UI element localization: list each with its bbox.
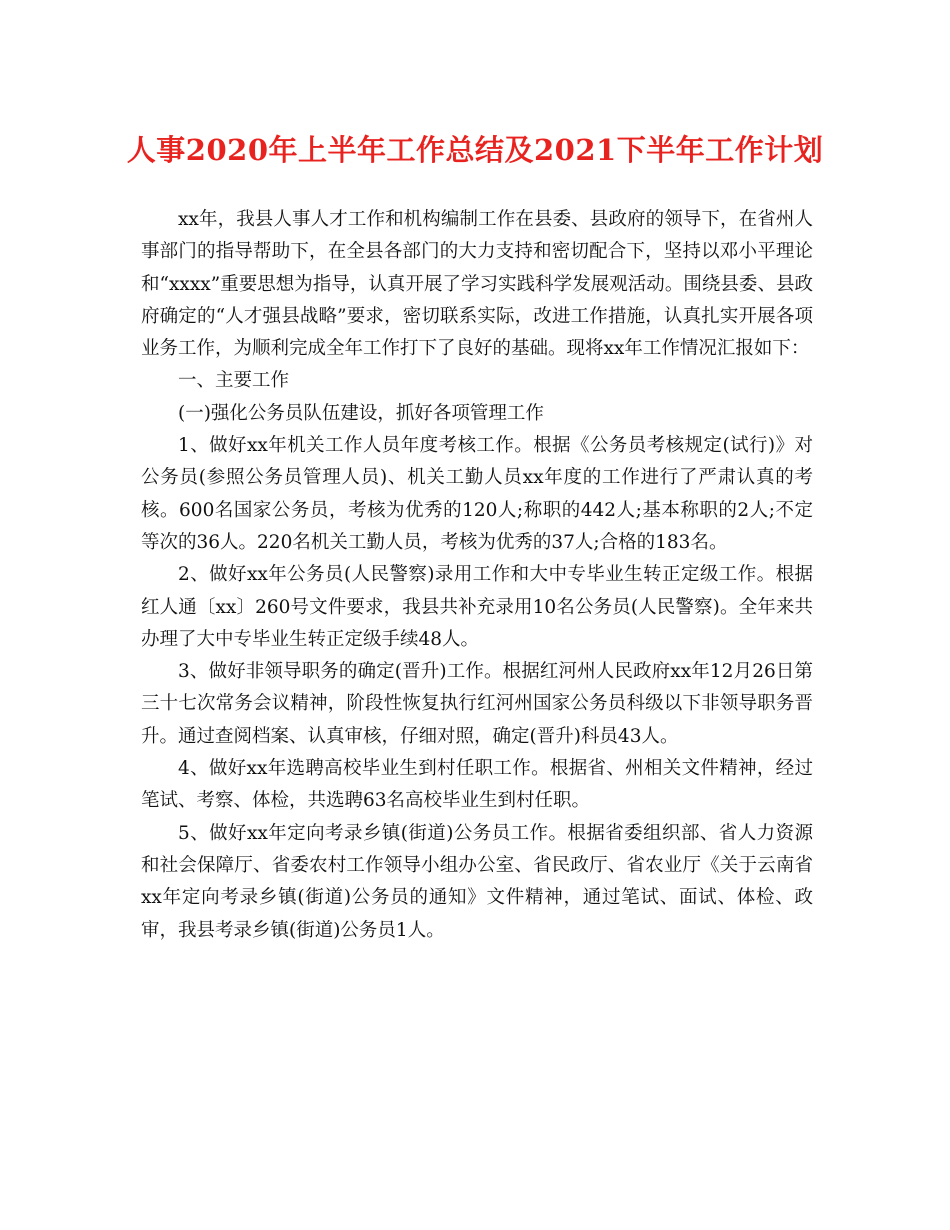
document-body (141, 204, 813, 947)
subsection-heading: (一)强化公务员队伍建设，抓好各项管理工作 (178, 402, 544, 424)
item-paragraph: 1、做好xx年机关工作人员年度考核工作。根据《公务员考核规定(试行)》对公务员(参照公务员管理人员)、机关工勤人员xx年度的工作进行了严肃认真的考核。600名国家公务员，考核为优秀的120人;称职的442人;基本称职的2人;不定等次的36人。220名机关工勤人员，考核为优秀的37人;合格的183名。 (141, 435, 813, 553)
intro-paragraph: xx年，我县人事人才工作和机构编制工作在县委、县政府的领导下，在省州人事部门的指导帮助下，在全县各部门的大力支持和密切配合下，坚持以邓小平理论和“xxxx”重要思想为指导，认真开展了学习实践科学发展观活动。围绕县委、县政府确定的“人才强县战略”要求，密切联系实际，改进工作措施，认真扎实开展各项业务工作，为顺利完成全年工作打下了良好的基础。现将xx年工作情况汇报如下： (141, 209, 813, 360)
item-paragraph: 3、做好非领导职务的确定(晋升)工作。根据红河州人民政府xx年12月26日第三十七次常务会议精神，阶段性恢复执行红河州国家公务员科级以下非领导职务晋升。通过查阅档案、认真审核，仔细对照，确定(晋升)科员43人。 (141, 661, 813, 747)
item-paragraph: 2、做好xx年公务员(人民警察)录用工作和大中专毕业生转正定级工作。根据红人通〔xx〕260号文件要求，我县共补充录用10名公务员(人民警察)。全年来共办理了大中专毕业生转正定级手续48人。 (141, 564, 813, 650)
item-paragraph: 5、做好xx年定向考录乡镇(街道)公务员工作。根据省委组织部、省人力资源和社会保障厅、省委农村工作领导小组办公室、省民政厅、省农业厅《关于云南省xx年定向考录乡镇(街道)公务员的通知》文件精神，通过笔试、面试、体检、政审，我县考录乡镇(街道)公务员1人。 (141, 822, 813, 941)
item-paragraph: 4、做好xx年选聘高校毕业生到村任职工作。根据省、州相关文件精神，经过笔试、考察、体检，共选聘63名高校毕业生到村任职。 (141, 758, 813, 812)
document-title: 人事2020年上半年工作总结及2021下半年工作计划 (126, 133, 824, 167)
section-heading: 一、主要工作 (178, 370, 290, 392)
